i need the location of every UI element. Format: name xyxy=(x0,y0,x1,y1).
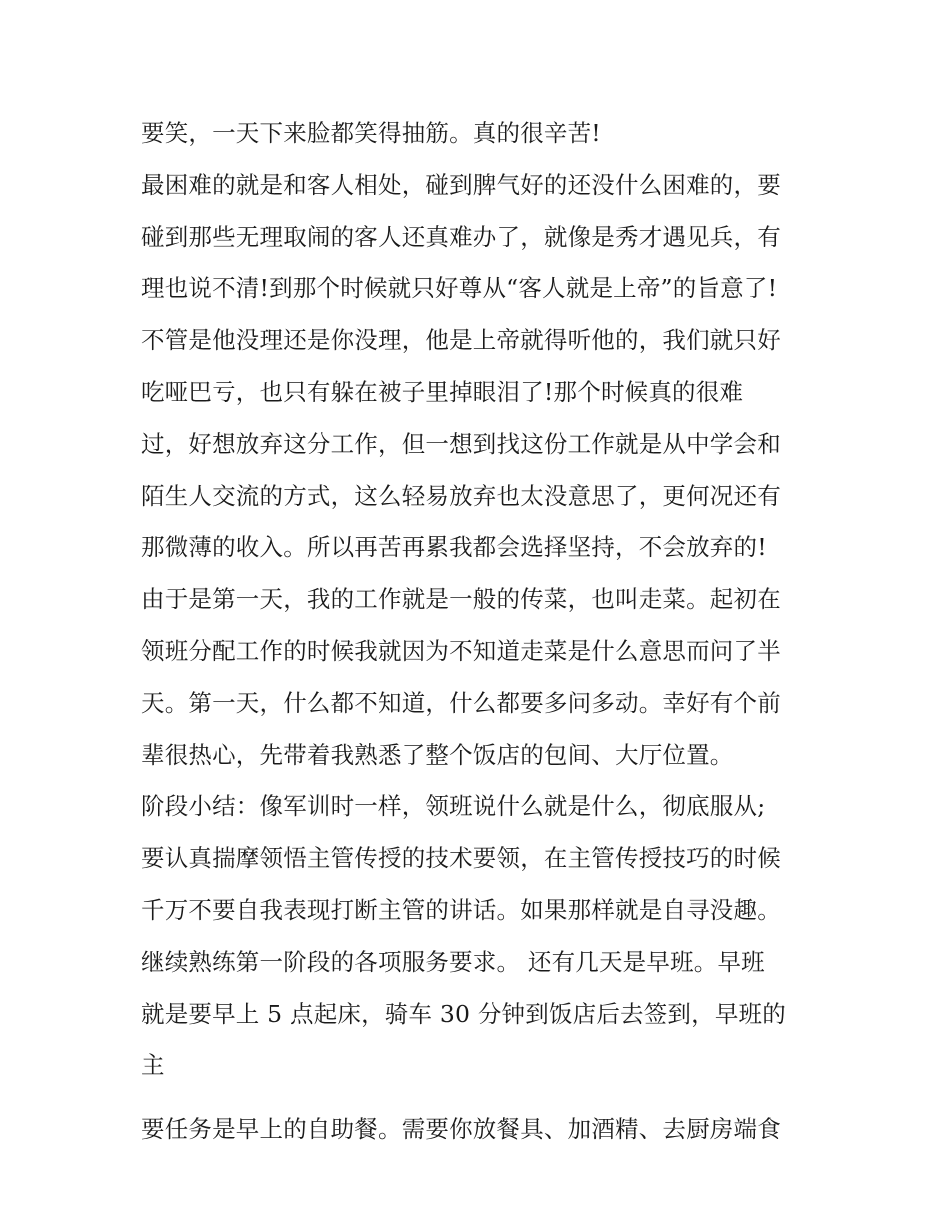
text-line: 不管是他没理还是你没理，他是上帝就得听他的，我们就只好 xyxy=(141,326,781,355)
text-line: 理也说不清!到那个时候就只好尊从“客人就是上帝”的旨意了! xyxy=(141,274,778,303)
text-line: 最困难的就是和客人相处，碰到脾气好的还没什么困难的，要 xyxy=(141,170,781,199)
text-line: 就是要早上 5 点起床，骑车 30 分钟到饭店后去签到，早班的 xyxy=(141,999,786,1028)
text-line: 主 xyxy=(141,1051,165,1080)
text-line: 吃哑巴亏，也只有躲在被子里掉眼泪了!那个时候真的很难 xyxy=(141,377,744,406)
text-line: 千万不要自我表现打断主管的讲话。如果那样就是自寻没趣。 xyxy=(141,895,781,924)
text-line: 要笑，一天下来脸都笑得抽筋。真的很辛苦! xyxy=(141,119,601,147)
text-line: 要任务是早上的自助餐。需要你放餐具、加酒精、去厨房端食 xyxy=(141,1115,781,1144)
text-line: 那微薄的收入。所以再苦再累我都会选择坚持，不会放弃的! xyxy=(141,533,767,562)
text-line: 阶段小结：像军训时一样，领班说什么就是什么，彻底服从; xyxy=(141,792,766,821)
text-line: 陌生人交流的方式，这么轻易放弃也太没意思了，更何况还有 xyxy=(141,481,781,510)
text-line: 辈很热心，先带着我熟悉了整个饭店的包间、大厅位置。 xyxy=(141,740,734,769)
text-line: 天。第一天，什么都不知道，什么都要多问多动。幸好有个前 xyxy=(141,688,781,717)
text-line: 要认真揣摩领悟主管传授的技术要领，在主管传授技巧的时候 xyxy=(141,844,781,873)
text-line: 碰到那些无理取闹的客人还真难办了，就像是秀才遇见兵，有 xyxy=(141,222,781,251)
text-line: 由于是第一天，我的工作就是一般的传菜，也叫走菜。起初在 xyxy=(141,585,781,614)
text-line: 领班分配工作的时候我就因为不知道走菜是什么意思而问了半 xyxy=(141,636,781,665)
text-line: 过，好想放弃这分工作，但一想到找这份工作就是从中学会和 xyxy=(141,429,781,458)
text-line: 继续熟练第一阶段的各项服务要求。 还有几天是早班。早班 xyxy=(141,947,765,976)
body-text xyxy=(141,108,821,1156)
